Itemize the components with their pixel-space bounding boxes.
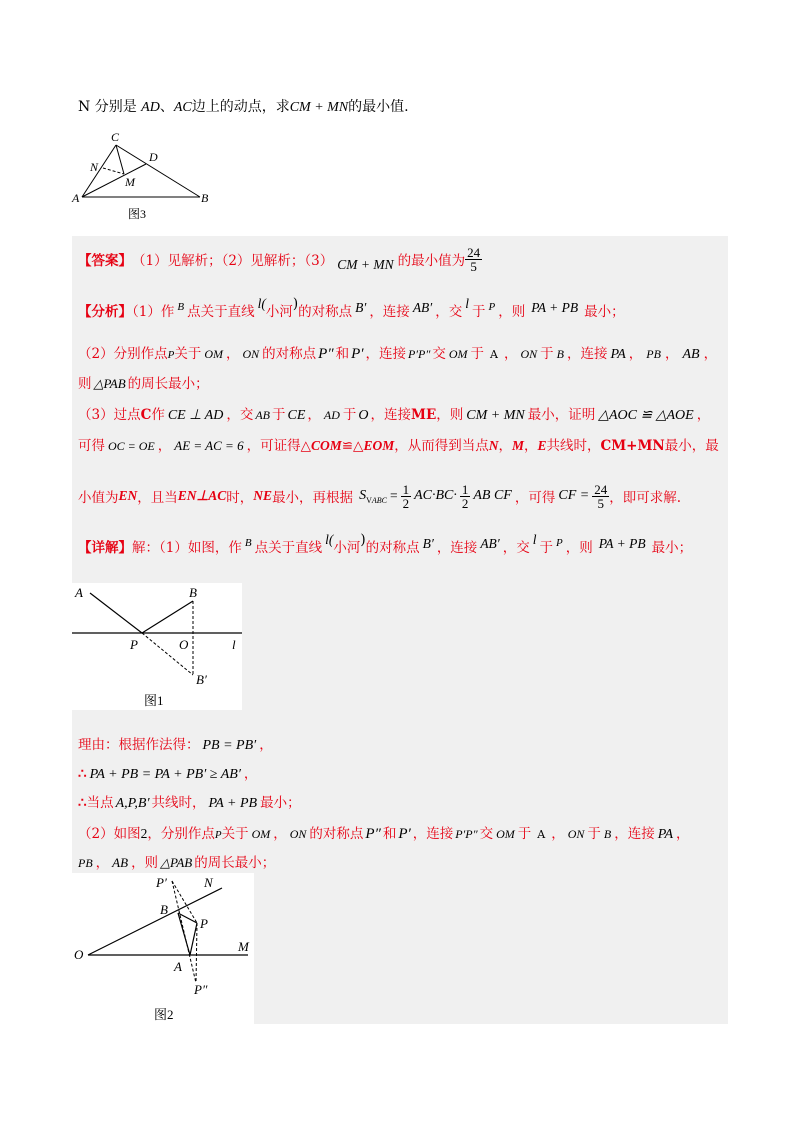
analysis-l5-N: N [488, 438, 499, 453]
detail-l2-o: 交 [479, 826, 494, 842]
analysis-l1-expr: PA + PB [531, 300, 579, 315]
fig3-label-N: N [90, 160, 99, 174]
detail-l1-i: ，连接 [436, 540, 478, 556]
detail-l1-paren: ) [360, 532, 366, 548]
analysis-l6-d2: 2 [461, 495, 469, 511]
therefore-2-c: 共线时， [151, 795, 206, 811]
detail-l1-o: ，则 [565, 540, 593, 556]
analysis-l4-AD: AD [323, 408, 340, 422]
detail-l1-k: ，交 [502, 540, 530, 556]
analysis-l5-c: ， [157, 438, 172, 454]
fig3-label-C: C [111, 130, 120, 144]
intro-text-c: 的最小值. [348, 99, 409, 115]
analysis-l2-OM2: OM [448, 347, 468, 361]
answer-line [78, 240, 482, 278]
detail-l2-PpPpp: P′P″ [455, 827, 478, 841]
analysis-l6-n3: 24 [594, 481, 608, 497]
analysis-l1-ABp: AB′ [412, 300, 433, 315]
answer-expr: CM + MN [337, 257, 394, 272]
analysis-l6-n2: 1 [461, 481, 469, 497]
analysis-l6-c: ，且当 [137, 490, 178, 506]
analysis-l2-PA: PA [610, 347, 626, 362]
analysis-l4-congruent: △AOC ≌ △AOE [598, 408, 694, 423]
fig2-label-P: P [200, 916, 208, 931]
analysis-l5-E: E [537, 438, 547, 453]
fig1-label-l: l [232, 637, 236, 652]
intro-expr: CM + MN [289, 100, 349, 115]
therefore-2-a: 当点 [86, 795, 114, 811]
detail-l2-i: 的对称点 [309, 826, 364, 842]
detail-l2-w: ，连接 [614, 826, 655, 842]
analysis-tag: 【分析】 [78, 304, 132, 320]
therefore-line-1 [78, 762, 257, 783]
analysis-l5-oc-oe: OC = OE [108, 439, 155, 453]
analysis-l1-P: P [488, 301, 496, 313]
fig2-label-N: N [204, 875, 213, 890]
therefore-1-c: ， [243, 766, 258, 782]
analysis-l2-B: B [556, 347, 564, 361]
analysis-l3-c: 的周长最小； [127, 376, 209, 392]
analysis-l6-cf: CF = [558, 488, 590, 503]
analysis-l6-abc: ABC [371, 495, 387, 505]
analysis-l1-l2: l [465, 296, 470, 311]
detail-l1-l2: l [532, 532, 537, 547]
analysis-l2-OM: OM [204, 347, 223, 361]
analysis-l2-Ppp: P″ [318, 346, 334, 362]
analysis-l4-q: 最小，证明 [527, 407, 596, 423]
analysis-l1-a: （1）作 [132, 304, 175, 320]
analysis-l6-eq: = [389, 488, 398, 503]
analysis-l2-c: 关于 [174, 346, 202, 362]
fig1-line-PB [142, 601, 193, 633]
analysis-l4-c: 作 [151, 407, 165, 423]
detail-l2-u: 于 [587, 826, 601, 842]
analysis-l6-d1: 2 [402, 495, 410, 511]
fig3-line-CB [116, 145, 200, 197]
analysis-line-3 [78, 372, 209, 392]
detail-l1-B: B [244, 537, 252, 549]
detail-l1-river: 小河 [333, 540, 361, 556]
analysis-l5-a: 可得 [78, 438, 105, 454]
answer-den: 5 [470, 258, 477, 274]
analysis-l1-B: B [177, 301, 185, 313]
detail-l2-e: 关于 [221, 826, 249, 842]
analysis-l1-paren: ) [292, 296, 299, 312]
analysis-l5-m: ， [523, 438, 538, 454]
fig2-label-O: O [74, 947, 84, 962]
detail-l2-PA: PA [657, 827, 674, 842]
analysis-l5-COM: COM [310, 438, 342, 453]
analysis-l5-q: 最小，最 [664, 438, 719, 454]
intro-sep: 、 [159, 99, 174, 115]
analysis-l4-s: ， [696, 407, 711, 423]
analysis-line-2 [78, 342, 717, 363]
analysis-l4-O: O [358, 408, 369, 423]
intro-line [78, 96, 409, 116]
analysis-l4-expr: CM + MN [466, 408, 525, 423]
analysis-l2-a: （2）分别作点 [78, 346, 168, 362]
fig2-label-M: M [238, 939, 249, 954]
detail-l2-OM: OM [251, 827, 271, 841]
detail-l3-f: 的周长最小； [194, 855, 276, 871]
analysis-l4-a: （3）过点 [78, 407, 141, 423]
detail-l2-y: ， [676, 826, 690, 842]
analysis-l1-l: l( [257, 296, 266, 311]
analysis-l6-a: 小值为 [78, 490, 119, 506]
figure-1 [72, 583, 242, 710]
analysis-l5-k: ， [498, 438, 512, 454]
analysis-l1-o: ，则 [498, 304, 526, 320]
analysis-l4-C: C [140, 407, 152, 423]
analysis-l6-l: ，可得 [514, 490, 556, 506]
answer-num: 24 [467, 244, 481, 260]
detail-l2-Pp: P′ [398, 826, 411, 842]
analysis-l5-i: ，从而得到当点 [394, 438, 489, 454]
analysis-l2-w: ， [628, 346, 643, 362]
reason-a: 理由：根据作法得： [78, 737, 200, 753]
analysis-line-5 [78, 434, 719, 454]
analysis-l5-g: ≌△ [341, 438, 364, 454]
detail-l2-k: 和 [382, 826, 397, 842]
analysis-l3-triangle: △PAB [93, 376, 126, 391]
detail-l2-Ppp: P″ [365, 826, 381, 842]
analysis-l2-Pp: P′ [351, 346, 364, 362]
detail-l3-d: ，则 [131, 855, 159, 871]
analysis-l4-perp: CE ⊥ AD [167, 408, 224, 423]
detail-l2-A: A [537, 828, 546, 841]
detail-l2-2: 2 [140, 826, 148, 841]
analysis-l2-e: ， [226, 346, 240, 362]
detail-l3-PB: PB [78, 856, 93, 870]
analysis-l4-o: ，则 [436, 407, 464, 423]
therefore-line-2 [78, 791, 301, 812]
analysis-l5-e: ，可证得△ [246, 438, 311, 454]
analysis-l6-e: 时， [226, 490, 254, 506]
analysis-l4-e: ，交 [226, 407, 254, 423]
analysis-l1-Bp: B′ [355, 300, 367, 315]
fig1-label-O: O [179, 637, 189, 652]
analysis-l2-q: ， [503, 346, 518, 362]
fig3-label-B: B [201, 191, 209, 205]
figure-2 [72, 873, 254, 1025]
fig1-label-Bp: B′ [196, 672, 207, 687]
fig2-line-PPpp [196, 923, 197, 983]
analysis-l6-acbc: AC·BC· [414, 488, 457, 503]
fig3-label-M: M [125, 175, 135, 189]
analysis-l1-m: 于 [472, 304, 486, 320]
fig1-label-P: P [130, 637, 138, 652]
analysis-l2-y: ， [664, 346, 679, 362]
fig1-caption: 图1 [144, 693, 164, 708]
analysis-l1-river: 小河 [265, 304, 293, 320]
detail-l1-q: 最小； [651, 540, 693, 556]
analysis-l5-M: M [511, 438, 524, 453]
analysis-l2-AB: AB [682, 347, 700, 362]
analysis-l1-i: ，连接 [369, 304, 410, 320]
fig1-line-AP [90, 593, 142, 633]
reason-c: ， [259, 737, 273, 753]
analysis-l1-g: 的对称点 [298, 304, 353, 320]
answer-tag: 【答案】 [78, 253, 132, 269]
answer-part1: （1）见解析；（2）见解析；（3） [132, 253, 334, 269]
therefore-2-expr: PA + PB [208, 796, 258, 811]
detail-l1-P: P [556, 537, 563, 549]
analysis-l6-S: S [359, 487, 367, 503]
analysis-l4-AB: AB [255, 408, 271, 422]
detail-line-2 [78, 822, 690, 843]
fig2-line-PA [190, 923, 197, 955]
analysis-l1-q: 最小； [584, 304, 625, 320]
analysis-l2-ON2: ON [520, 347, 538, 361]
detail-l3-AB: AB [112, 855, 129, 870]
analysis-l6-d3: 5 [597, 495, 604, 511]
analysis-l5-CMMN: CM+MN [600, 438, 665, 454]
fig2-label-Pp: P′ [156, 875, 167, 890]
detail-l2-c: ，分别作点 [147, 826, 215, 842]
detail-l1-ABp: AB′ [480, 536, 500, 551]
detail-l2-g: ， [273, 826, 287, 842]
analysis-l4-i: ， [307, 407, 321, 423]
analysis-l6-NE: NE [253, 488, 273, 503]
detail-l1-l: l( [325, 532, 334, 547]
fig1-label-B: B [189, 585, 197, 600]
analysis-l4-ME: ME [411, 407, 437, 423]
detail-line-3 [78, 851, 275, 871]
analysis-l2-m: 交 [432, 346, 446, 362]
detail-l2-ON: ON [289, 827, 307, 841]
analysis-l2-g: 的对称点 [262, 346, 317, 362]
detail-l2-P: P [214, 829, 222, 841]
analysis-line-4 [78, 403, 710, 424]
analysis-l5-EOM: EOM [363, 438, 395, 453]
detail-l1-Bp: B′ [422, 536, 434, 551]
therefore-2-symbol: ∴ [78, 795, 87, 811]
detail-tag: 【详解】 [78, 540, 132, 556]
analysis-l6-area: $S_{VABC}$ [359, 487, 387, 505]
analysis-l4-g: 于 [272, 407, 286, 423]
analysis-l1-k: ，交 [435, 304, 463, 320]
detail-line-1 [78, 532, 693, 556]
analysis-l6-n1: 1 [402, 481, 410, 497]
detail-l2-a: （2）如图 [78, 826, 141, 842]
detail-l3-triangle: △PAB [160, 855, 193, 870]
analysis-l2-ON: ON [242, 347, 260, 361]
detail-l2-m: ，连接 [412, 826, 454, 842]
fig2-label-Ppp: P″ [194, 982, 208, 997]
analysis-l6-frac2 [460, 483, 471, 510]
fig2-line-AB [178, 913, 190, 955]
analysis-l3-a: 则 [78, 376, 92, 392]
answer-fraction [465, 246, 482, 273]
fig3-caption: 图3 [128, 207, 147, 221]
analysis-l6-abcf: AB CF [473, 488, 512, 503]
analysis-l6-EN-perp: EN⊥AC [177, 488, 227, 503]
analysis-l2-k: ，连接 [365, 346, 407, 362]
analysis-l2-PpPpp: P′P″ [408, 347, 431, 361]
fig3-line-NM [103, 168, 124, 174]
reason-line [78, 733, 273, 754]
figure-3 [70, 128, 220, 223]
intro-text-a: N 分别是 [78, 99, 137, 115]
fig3-label-D: D [149, 150, 158, 164]
intro-ac: AC [173, 100, 192, 115]
detail-l2-B: B [603, 827, 612, 841]
analysis-l6-frac3 [592, 483, 609, 510]
detail-l2-s: ， [551, 826, 565, 842]
detail-l3-b: ， [95, 855, 110, 871]
analysis-line-6 [78, 474, 681, 518]
detail-l2-ON2: ON [567, 827, 585, 841]
detail-l2-OM2: OM [496, 827, 515, 841]
analysis-l4-CE: CE [287, 408, 306, 423]
detail-l2-q: 于 [517, 826, 532, 842]
analysis-l6-frac1 [401, 483, 412, 510]
fig2-label-A: A [174, 959, 182, 974]
analysis-l5-o: 共线时， [546, 438, 601, 454]
analysis-l1-c: 点关于直线 [187, 304, 255, 320]
analysis-l4-m: ，连接 [370, 407, 412, 423]
detail-l1-a: 解：（1）如图，作 [132, 540, 242, 556]
intro-text-b: 边上的动点，求 [191, 99, 290, 115]
analysis-l2-P: P [167, 349, 175, 361]
intro-ad: AD [141, 100, 160, 115]
analysis-line-1 [78, 296, 625, 320]
analysis-l2-u: ，连接 [566, 346, 608, 362]
analysis-l2-PB: PB [646, 347, 661, 361]
detail-l1-m: 于 [539, 540, 554, 556]
fig1-label-A: A [75, 585, 83, 600]
analysis-l6-o: ，即可求解. [609, 490, 681, 506]
analysis-l5-ae: AE = AC = 6 [174, 438, 244, 453]
reason-equation: PB = PB′ [202, 738, 257, 753]
analysis-l6-g: 最小，再根据 [272, 490, 354, 506]
analysis-l2-i: 和 [335, 346, 350, 362]
therefore-2-e: 最小； [260, 795, 301, 811]
detail-l1-expr: PA + PB [598, 536, 646, 551]
therefore-1-symbol: ∴ [78, 766, 87, 782]
analysis-l2-s: 于 [540, 346, 554, 362]
fig3-line-AC [82, 145, 116, 197]
analysis-l2-end: ， [703, 346, 718, 362]
fig2-label-B: B [160, 902, 168, 917]
detail-l1-c: 点关于直线 [254, 540, 323, 556]
therefore-2-points: A,P,B′ [115, 796, 150, 811]
fig2-caption: 图2 [154, 1007, 174, 1022]
answer-part2: 的最小值为 [397, 253, 466, 269]
detail-l1-g: 的对称点 [365, 540, 420, 556]
therefore-1-inequality: PA + PB = PA + PB′ ≥ AB′ [89, 767, 241, 782]
fig3-label-A: A [72, 191, 80, 205]
analysis-l2-A: A [490, 348, 498, 361]
analysis-l6-EN: EN [118, 488, 138, 503]
analysis-l4-k: 于 [342, 407, 357, 423]
analysis-l2-o: 于 [470, 346, 485, 362]
